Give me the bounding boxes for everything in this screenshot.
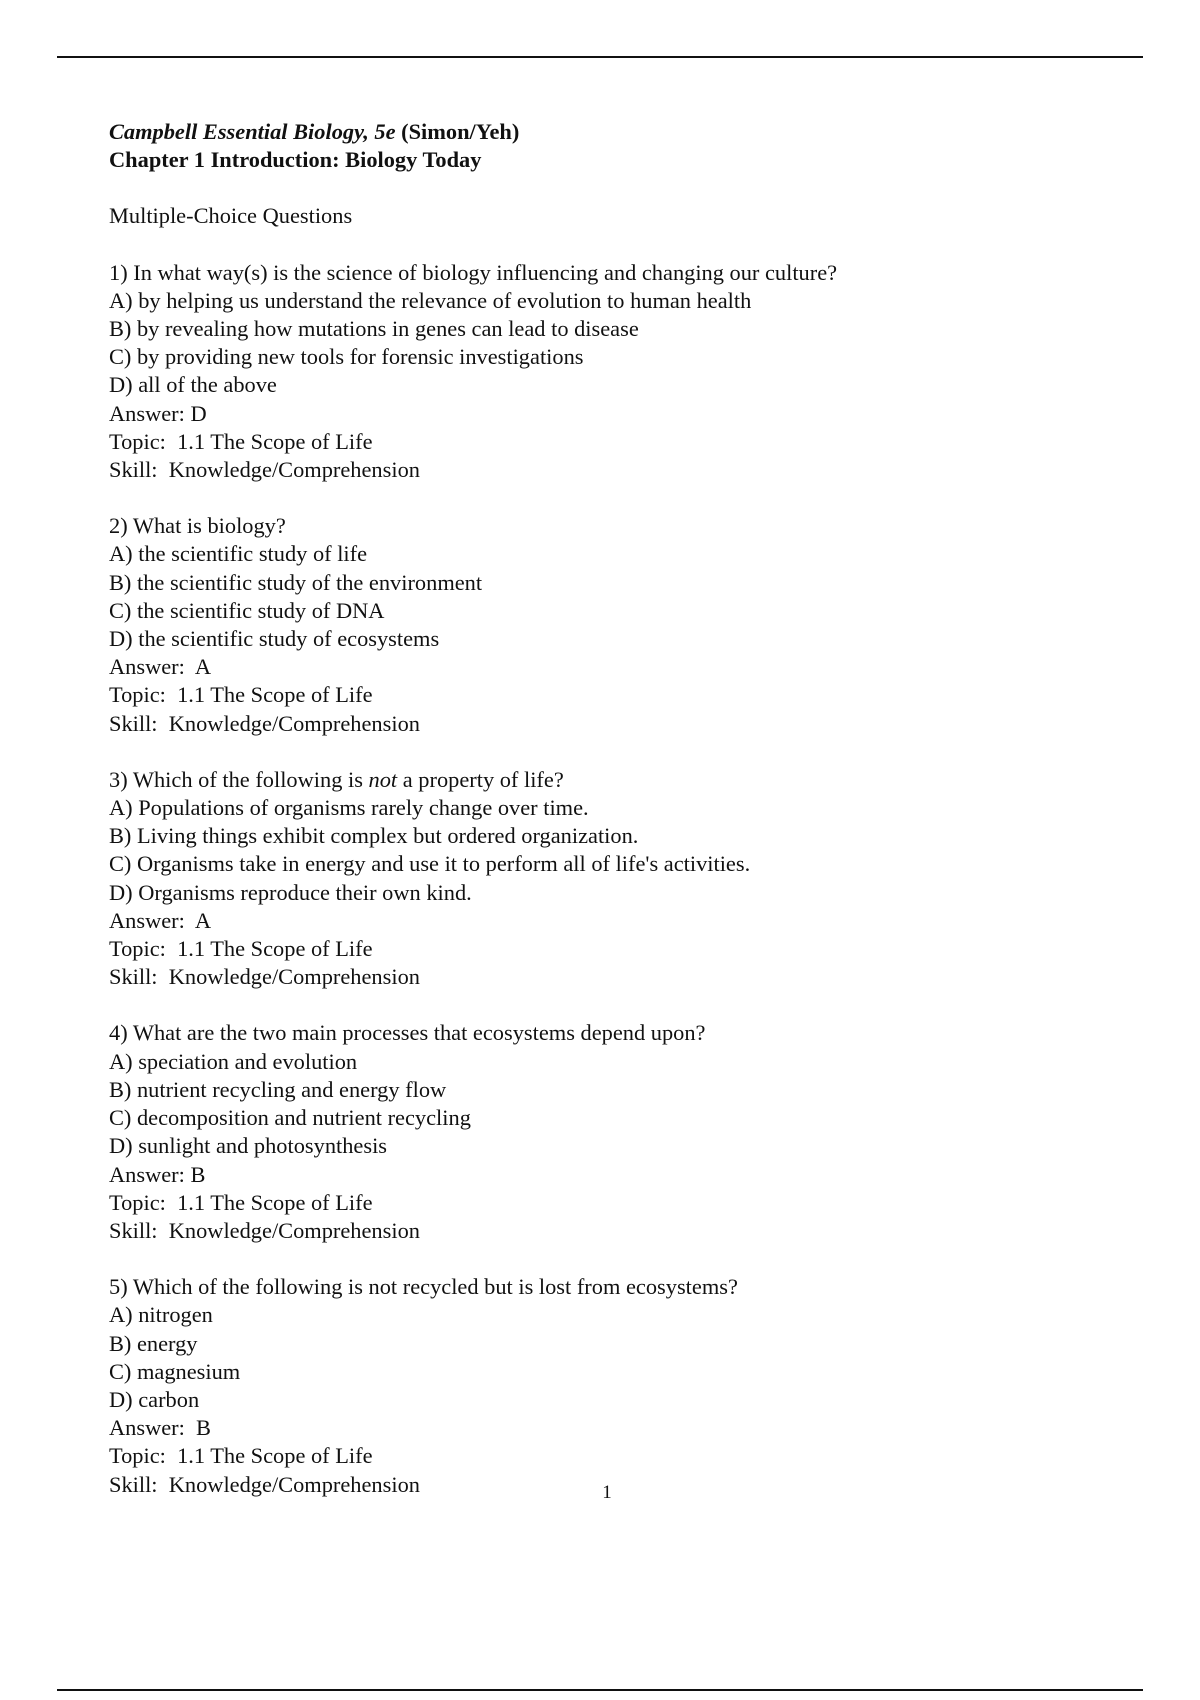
skill-label: Skill: Knowledge/Comprehension — [109, 457, 420, 483]
answer-option-a: A) by helping us understand the relevance of evolution to human health — [109, 287, 752, 313]
answer-option-d: D) sunlight and photosynthesis — [109, 1133, 388, 1159]
topic-label: Topic: 1.1 The Scope of Life — [109, 428, 373, 454]
question-prompt: 2) What is biology? — [109, 513, 286, 539]
answer-key: Answer: D — [109, 400, 207, 426]
topic-label: Topic: 1.1 The Scope of Life — [109, 682, 373, 708]
answer-key: Answer: B — [109, 1415, 211, 1441]
answer-option-a: A) speciation and evolution — [109, 1048, 358, 1074]
section-heading: Multiple-Choice Questions — [109, 203, 353, 229]
answer-key: Answer: A — [109, 907, 211, 933]
question-2 — [109, 512, 1109, 738]
book-title: Campbell Essential Biology, 5e — [109, 119, 396, 144]
skill-label: Skill: Knowledge/Comprehension — [109, 1217, 420, 1243]
book-authors: (Simon/Yeh) — [395, 119, 520, 144]
chapter-title: Chapter 1 Introduction: Biology Today — [109, 147, 482, 173]
top-rule — [57, 56, 1143, 58]
question-prompt-start: 3) Which of the following is — [109, 766, 369, 792]
answer-key: Answer: A — [109, 654, 211, 680]
question-prompt: 1) In what way(s) is the science of biology influencing and changing our culture? — [109, 259, 838, 285]
question-prompt: 5) Which of the following is not recycled but is lost from ecosystems? — [109, 1274, 738, 1300]
answer-option-c: C) decomposition and nutrient recycling — [109, 1105, 471, 1131]
document-page — [109, 118, 1109, 1499]
question-5 — [109, 1273, 1109, 1499]
question-prompt-end: a property of life? — [397, 766, 564, 792]
answer-option-b: B) nutrient recycling and energy flow — [109, 1076, 447, 1102]
question-prompt: 4) What are the two main processes that ecosystems depend upon? — [109, 1020, 706, 1046]
topic-label: Topic: 1.1 The Scope of Life — [109, 936, 373, 962]
answer-option-a: A) nitrogen — [109, 1302, 213, 1328]
answer-option-d: D) Organisms reproduce their own kind. — [109, 879, 472, 905]
skill-label: Skill: Knowledge/Comprehension — [109, 964, 420, 990]
bottom-rule — [57, 1689, 1143, 1691]
answer-option-c: C) the scientific study of DNA — [109, 597, 385, 623]
answer-option-c: C) by providing new tools for forensic investigations — [109, 344, 584, 370]
answer-option-a: A) the scientific study of life — [109, 541, 368, 567]
answer-option-b: B) energy — [109, 1330, 198, 1356]
book-title-line — [109, 118, 1109, 146]
question-prompt — [109, 766, 1109, 794]
answer-option-d: D) the scientific study of ecosystems — [109, 626, 440, 652]
topic-label: Topic: 1.1 The Scope of Life — [109, 1443, 373, 1469]
answer-key: Answer: B — [109, 1161, 206, 1187]
answer-option-d: D) carbon — [109, 1386, 200, 1412]
page-number: 1 — [602, 1482, 612, 1503]
answer-option-b: B) by revealing how mutations in genes can lead to disease — [109, 316, 639, 342]
answer-option-d: D) all of the above — [109, 372, 277, 398]
answer-option-a: A) Populations of organisms rarely change over time. — [109, 795, 589, 821]
answer-option-c: C) Organisms take in energy and use it to perform all of life's activities. — [109, 851, 751, 877]
answer-option-b: B) Living things exhibit complex but ordered organization. — [109, 823, 639, 849]
question-4 — [109, 1019, 1109, 1245]
answer-option-b: B) the scientific study of the environment — [109, 569, 483, 595]
skill-label: Skill: Knowledge/Comprehension — [109, 710, 420, 736]
question-1 — [109, 259, 1109, 485]
question-prompt-emphasis: not — [368, 766, 398, 792]
answer-option-c: C) magnesium — [109, 1358, 241, 1384]
topic-label: Topic: 1.1 The Scope of Life — [109, 1189, 373, 1215]
skill-label: Skill: Knowledge/Comprehension — [109, 1471, 420, 1497]
question-3 — [109, 766, 1109, 992]
